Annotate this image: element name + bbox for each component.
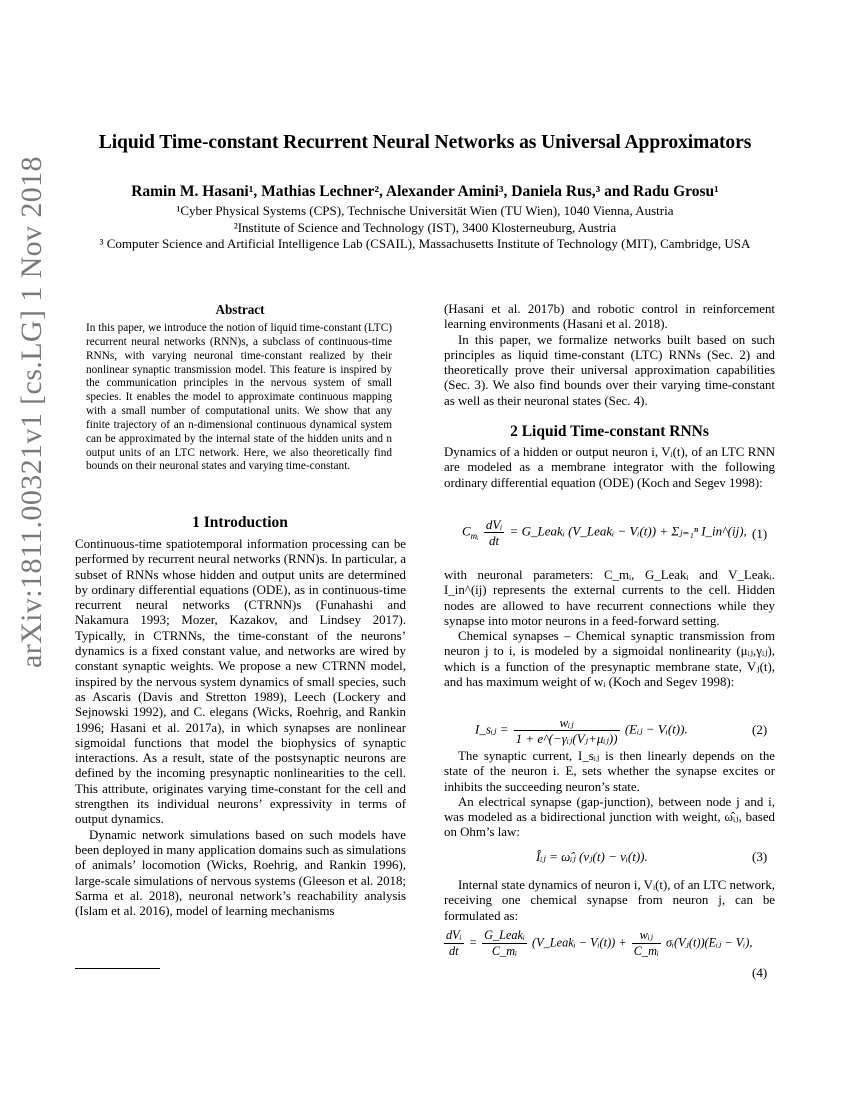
eq2-lhs: I_sᵢⱼ = <box>475 721 509 737</box>
eq2-rhs: (Eᵢⱼ − Vᵢ(t)). <box>624 721 688 737</box>
eq4-numerator-1: dVᵢ <box>446 928 462 942</box>
eq2-denominator: 1 + e^(−γᵢⱼ(Vⱼ+μᵢⱼ)) <box>515 731 618 746</box>
eq2-numerator: wᵢⱼ <box>514 715 620 731</box>
equation-2 <box>475 715 688 746</box>
equation-4 <box>442 928 752 959</box>
ltc-paragraph-4 <box>444 878 775 924</box>
eq1-lhs: C <box>462 523 471 539</box>
affiliation-1: ¹Cyber Physical Systems (CPS), Technische Universität Wien (TU Wien), 1040 Vienna, Austria <box>176 203 674 218</box>
right-paragraph-1: (Hasani et al. 2017b) and robotic control in reinforcement learning environments (Hasani et al. 2018). <box>444 302 775 332</box>
eq4-denominator-1: dt <box>449 944 459 958</box>
abstract-text: In this paper, we introduce the notion of liquid time-constant (LTC) recurrent neural networks (RNN)s, a subclass of continuous-time RNNs, with varying neuronal time-constant realized by their nonlinear synaptic transmission model. This feature is inspired by the communication principles in the nervous system of small species. It enables the model to approximate continuous mapping with a small number of computational units. We show that any finite trajectory of an n-dimensional continuous dynamical system can be approximated by the internal state of the hidden units and n output units of an LTC network. Here, we also theoretically find bounds on their neuronal states and varying time-constant. <box>86 322 392 473</box>
ltc-paragraph-2 <box>444 568 775 690</box>
eq4-numerator-2: G_Leakᵢ <box>484 928 525 942</box>
right-paragraph-2: In this paper, we formalize networks built based on such principles as liquid time-constant (LTC) RNNs (Sec. 2) and theoretically prove their universal approximation capabilities (Sec. 3). We also find bounds over their varying time-constant as well as their neuronal states (Sec. 4). <box>444 332 775 408</box>
eq1-fraction <box>484 517 505 548</box>
intro-paragraph-2: Dynamic network simulations based on such models have been deployed in many application domains such as simulations of animals’ locomotion (Wicks, Roehrig, and Rankin 1996), large-scale simulations of nervous systems (Gleeson et al. 2018; Sarma et al. 2018), neuronal network’s reachability analysis (Islam et al. 2016), model of learning mechanisms <box>75 827 406 919</box>
left-column-body <box>75 537 406 919</box>
equation-2-number: (2) <box>752 722 768 737</box>
eq4-equals: = <box>468 935 477 950</box>
eq4-denominator-3: C_mᵢ <box>633 944 659 958</box>
eq2-fraction <box>514 715 620 746</box>
equation-1-number: (1) <box>752 526 768 541</box>
ltc-paragraph-3 <box>444 749 775 841</box>
eq4-fraction-1 <box>444 928 464 959</box>
ltc-text-4: The synaptic current, I_sᵢⱼ is then linearly depends on the state of the neuron i. E, sets whether the synapse excites or inhibits the succeeding neuron’s state. <box>444 749 775 794</box>
eq4-tail: σᵢ(Vⱼ(t))(Eᵢⱼ − Vᵢ), <box>665 935 753 950</box>
author-list: Ramin M. Hasani¹, Mathias Lechner², Alexander Amini³, Daniela Rus,³ and Radu Grosu¹ <box>131 183 719 200</box>
equation-3-number: (3) <box>752 849 768 864</box>
ltc-text-1: Dynamics of a hidden or output neuron i, Vᵢ(t), of an LTC RNN are modeled as a membrane integrator with the following ordinary differential equation (ODE) (Koch and Segev 1998): <box>444 445 775 490</box>
affiliation-3: ³ Computer Science and Artificial Intelligence Lab (CSAIL), Massachusetts Institute of Technology (MIT), Cambridge, USA <box>99 236 751 251</box>
eq1-numerator: dVᵢ <box>485 517 503 532</box>
affiliation-2: ²Institute of Science and Technology (IST), 3400 Klosterneuburg, Austria <box>233 220 617 235</box>
section-heading-ltc: 2 Liquid Time-constant RNNs <box>510 423 709 440</box>
right-column-top <box>444 302 775 409</box>
eq4-middle: (V_Leakᵢ − Vᵢ(t)) + <box>532 935 627 950</box>
abstract-heading: Abstract <box>215 302 265 317</box>
eq1-denominator: dt <box>489 533 500 548</box>
equation-1 <box>462 517 747 548</box>
ltc-paragraph-1 <box>444 445 775 491</box>
section-heading-introduction: 1 Introduction <box>192 514 288 531</box>
eq4-denominator-2: C_mᵢ <box>491 944 518 958</box>
arxiv-identifier: arXiv:1811.00321v1 [cs.LG] 1 Nov 2018 <box>15 156 48 668</box>
equation-3: Îᵢⱼ = ω̂ᵢⱼ (vⱼ(t) − vᵢ(t)). <box>536 849 648 864</box>
ltc-text-3: Chemical synapses – Chemical synaptic transmission from neuron j to i, is modeled by a sigmoidal nonlinearity (μᵢⱼ,γᵢⱼ), which is a function of the presynaptic membrane state, Vⱼ(t), and has maximum weight of wᵢ (Koch and Segev 1998): <box>444 629 775 690</box>
eq4-numerator-3: wᵢⱼ <box>632 928 661 944</box>
ltc-text-2: with neuronal parameters: C_mᵢ, G_Leakᵢ and V_Leakᵢ. I_in^(ij) represents the external currents to the cell. Hidden nodes are allowed to have recurrent connections while they synapse into motor neurons in a feed-forward setting. <box>444 568 775 628</box>
ltc-text-5: An electrical synapse (gap-junction), between node j and i, was modeled as a bidirectional junction with weight, ω̂ᵢⱼ, based on Ohm’s law: <box>444 794 775 840</box>
ltc-text-6: Internal state dynamics of neuron i, Vᵢ(t), of an LTC network, receiving one chemical synapse from neuron j, can be formulated as: <box>444 878 775 923</box>
eq1-lhs-sub: mᵢ <box>470 531 479 542</box>
footnote-rule <box>75 968 160 969</box>
eq4-fraction-3 <box>632 928 661 959</box>
intro-paragraph-1: Continuous-time spatiotemporal information processing can be performed by recurrent neural networks (RNN)s. In particular, a subset of RNNs whose hidden and output units are determined by ordinary differential equations (ODE), as in continuous-time recurrent neural networks (CTRNN)s (Funahashi and Nakamura 1993; Mozer, Kazakov, and Lindsey 2017). Typically, in CTRNNs, the time-constant of the neurons’ dynamics is a fixed constant value, and networks are wired by constant synaptic weights. We propose a new CTRNN model, inspired by the nervous system dynamics of small species, such as Ascaris (Davis and Stretton 1989), Leech (Lockery and Sejnowski 1992), and C. elegans (Wicks, Roehrig, and Rankin 1996; Hasani et al. 2017a), in which synapses are nonlinear sigmoidal functions that model the biophysics of synaptic interactions. As a result, state of the postsynaptic neurons are defined by the incoming presynaptic nonlinearities to the cell. This attribute, originates varying time-constant for the cell and strengthen its individual neurons’ expressivity in terms of output dynamics. <box>75 537 406 827</box>
eq4-fraction-2 <box>482 928 527 959</box>
paper-title: Liquid Time-constant Recurrent Neural Networks as Universal Approximators <box>98 132 752 153</box>
eq1-rhs: = G_Leakᵢ (V_Leakᵢ − Vᵢ(t)) + Σⱼ₌₁ⁿ I_in^(ij), <box>509 523 747 539</box>
equation-4-number: (4) <box>752 965 768 980</box>
